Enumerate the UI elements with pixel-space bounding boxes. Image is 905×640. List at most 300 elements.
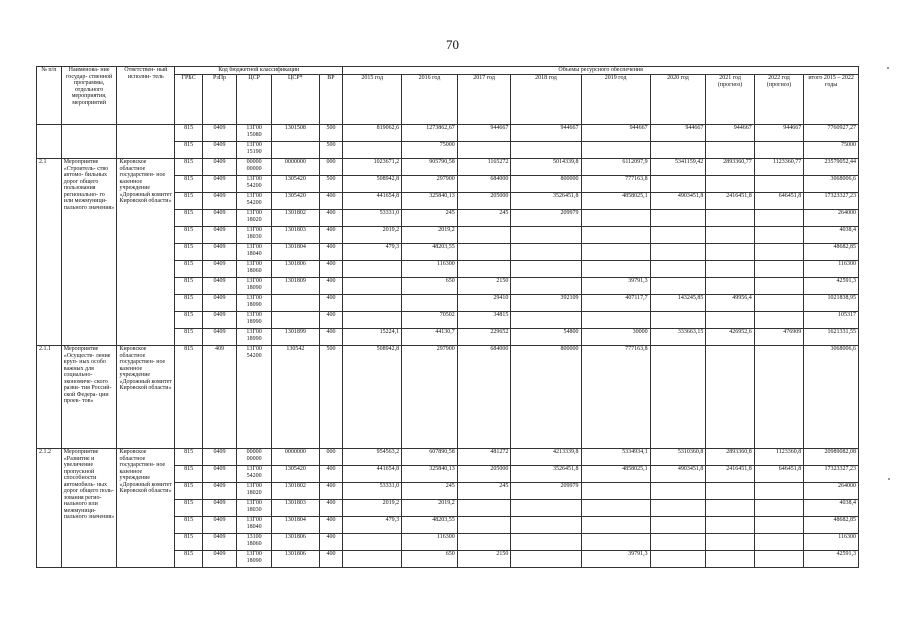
cell-y2018 [511, 517, 581, 534]
cell-total: 42591,3 [804, 551, 859, 568]
cell-grbs: 815 [175, 483, 203, 500]
cell-y2015 [343, 534, 402, 551]
cell-y2016 [402, 295, 458, 312]
cell-y2017: 2150 [457, 278, 511, 295]
table-row [37, 159, 859, 176]
cell-y2015 [343, 142, 402, 159]
cell-csr2: 0000000 [272, 159, 319, 176]
cell-y2021 [706, 551, 754, 568]
cell-y2018: 5014339,8 [511, 159, 581, 176]
cell-csr2 [272, 295, 319, 312]
cell-y2022 [754, 176, 804, 193]
cell-y2015 [343, 295, 402, 312]
cell-y2020 [650, 227, 706, 244]
cell-y2019 [581, 261, 650, 278]
cell-y2018: 392109 [511, 295, 581, 312]
cell-y2018 [511, 244, 581, 261]
cell-csr: 13Г00 18090 [237, 551, 272, 568]
cell-y2022 [754, 346, 804, 449]
cell-y2018: 3526451,8 [511, 466, 581, 483]
cell-y2016: 245 [402, 210, 458, 227]
cell-grbs: 815 [175, 278, 203, 295]
cell-csr2: 1305420 [272, 176, 319, 193]
cell-vr: 400 [319, 193, 343, 210]
header-vr: ВР [319, 75, 343, 125]
cell-y2015: 441654,8 [343, 466, 402, 483]
cell-y2018 [511, 312, 581, 329]
cell-y2019: 4858025,1 [581, 466, 650, 483]
cell-y2015: 508942,8 [343, 346, 402, 449]
cell-y2020 [650, 534, 706, 551]
header-2017: 2017 год [457, 75, 511, 125]
cell-y2019: 777163,8 [581, 346, 650, 449]
cell-y2022: 1123360,77 [754, 159, 804, 176]
header-2020: 2020 год [650, 75, 706, 125]
cell-y2017: 1165272 [457, 159, 511, 176]
cell-y2015 [343, 261, 402, 278]
cell-y2020 [650, 517, 706, 534]
cell-rzpr: 0409 [203, 295, 237, 312]
header-2021: 2021 год (прогноз) [706, 75, 754, 125]
cell-csr: 13Г00 18030 [237, 500, 272, 517]
cell-y2018: 4213339,8 [511, 449, 581, 466]
cell-y2019 [581, 534, 650, 551]
cell-y2019: 30000 [581, 329, 650, 346]
cell-y2021: 2416451,8 [706, 466, 754, 483]
cell-grbs: 815 [175, 142, 203, 159]
cell-rzpr: 0409 [203, 466, 237, 483]
cell-y2017 [457, 261, 511, 278]
cell-y2020 [650, 346, 706, 449]
cell-y2016: 297900 [402, 176, 458, 193]
cell-total: 20989082,08 [804, 449, 859, 466]
row-number: 2.1.2 [37, 449, 62, 568]
activity-name: Мероприятие «Строитель- ство автомо- бильных дорог общего пользования регионально- го или межмуници- пального значения» [61, 159, 117, 346]
cell-grbs: 815 [175, 517, 203, 534]
cell-vr: 400 [319, 210, 343, 227]
cell-total: 23579052,44 [804, 159, 859, 176]
cell-csr2: 1301803 [272, 227, 319, 244]
cell-y2017: 684000 [457, 176, 511, 193]
cell-vr: 400 [319, 466, 343, 483]
cell-total: 48682,85 [804, 517, 859, 534]
cell-rzpr: 0409 [203, 159, 237, 176]
cell-total: 264000 [804, 483, 859, 500]
table-row [37, 449, 859, 466]
cell-total: 116300 [804, 534, 859, 551]
header-csr: ЦСР [237, 75, 272, 125]
header-2022: 2022 год (прогноз) [754, 75, 804, 125]
cell-y2020 [650, 278, 706, 295]
cell-grbs: 815 [175, 346, 203, 449]
cell-total: 7760927,27 [804, 125, 859, 142]
scan-speck [887, 67, 889, 69]
cell-y2019: 39791,3 [581, 278, 650, 295]
responsible-executor [117, 125, 175, 159]
cell-y2018 [511, 261, 581, 278]
row-number: 2.1.1 [37, 346, 62, 449]
cell-y2018: 3526451,8 [511, 193, 581, 210]
cell-y2022 [754, 278, 804, 295]
scan-speck [888, 478, 890, 480]
cell-csr: 13Г00 18040 [237, 244, 272, 261]
cell-y2021 [706, 278, 754, 295]
cell-csr: 13Г00 18030 [237, 227, 272, 244]
cell-y2018: 944667 [511, 125, 581, 142]
cell-csr: 13Г00 54200 [237, 176, 272, 193]
cell-y2022 [754, 500, 804, 517]
cell-y2015 [343, 278, 402, 295]
cell-y2018: 800000 [511, 176, 581, 193]
cell-y2020 [650, 142, 706, 159]
cell-y2018 [511, 551, 581, 568]
cell-vr: 400 [319, 278, 343, 295]
cell-rzpr: 0409 [203, 210, 237, 227]
cell-y2021: 2893360,8 [706, 449, 754, 466]
cell-y2017 [457, 227, 511, 244]
table-row [37, 346, 859, 449]
cell-csr2: 1301802 [272, 210, 319, 227]
cell-total: 1021838,95 [804, 295, 859, 312]
cell-y2016: 650 [402, 278, 458, 295]
cell-total: 105317 [804, 312, 859, 329]
cell-y2016: 48203,55 [402, 517, 458, 534]
cell-y2020 [650, 244, 706, 261]
cell-csr2: 1301804 [272, 244, 319, 261]
cell-y2021 [706, 261, 754, 278]
cell-y2019 [581, 312, 650, 329]
cell-vr: 400 [319, 244, 343, 261]
cell-y2019 [581, 483, 650, 500]
cell-csr: 13Г00 18990 [237, 329, 272, 346]
cell-csr: 13Г00 18020 [237, 483, 272, 500]
cell-y2015: 53331,0 [343, 210, 402, 227]
cell-vr: 400 [319, 261, 343, 278]
responsible-executor: Кировское областное государствен- ное казенное учреждение «Дорожный комитет Кировской области» [117, 159, 175, 346]
cell-y2016: 245 [402, 483, 458, 500]
cell-y2022 [754, 551, 804, 568]
cell-csr2: 1305420 [272, 193, 319, 210]
cell-y2022 [754, 534, 804, 551]
cell-y2020 [650, 261, 706, 278]
cell-csr2: 1301508 [272, 125, 319, 142]
cell-y2020: 143245,85 [650, 295, 706, 312]
cell-csr: 00000 00000 [237, 449, 272, 466]
cell-rzpr: 0409 [203, 534, 237, 551]
cell-y2018 [511, 227, 581, 244]
cell-grbs: 815 [175, 295, 203, 312]
cell-grbs: 815 [175, 227, 203, 244]
cell-grbs: 815 [175, 329, 203, 346]
cell-y2022 [754, 517, 804, 534]
cell-y2020: 333663,15 [650, 329, 706, 346]
cell-y2021: 49956,4 [706, 295, 754, 312]
cell-y2021 [706, 244, 754, 261]
cell-y2020 [650, 483, 706, 500]
resource-table [36, 66, 859, 568]
table-row [37, 125, 859, 142]
cell-y2020 [650, 210, 706, 227]
header-csr-star: ЦСР* [272, 75, 319, 125]
cell-y2019: 407117,7 [581, 295, 650, 312]
responsible-executor: Кировское областное государствен- ное казенное учреждение «Дорожный комитет Кировской области» [117, 449, 175, 568]
cell-y2017 [457, 534, 511, 551]
cell-y2020 [650, 176, 706, 193]
cell-y2017 [457, 500, 511, 517]
cell-y2016: 2019,2 [402, 500, 458, 517]
page-number: 70 [446, 37, 459, 52]
cell-grbs: 815 [175, 159, 203, 176]
cell-y2016: 48203,55 [402, 244, 458, 261]
cell-y2017: 229652 [457, 329, 511, 346]
cell-csr2: 130542 [272, 346, 319, 449]
cell-y2016: 44130,7 [402, 329, 458, 346]
header-row-1 [37, 67, 859, 75]
cell-csr: 13Г00 18090 [237, 278, 272, 295]
cell-rzpr: 409 [203, 346, 237, 449]
cell-rzpr: 0409 [203, 244, 237, 261]
cell-y2016: 75000 [402, 142, 458, 159]
cell-rzpr: 0409 [203, 312, 237, 329]
cell-y2017 [457, 244, 511, 261]
cell-y2020 [650, 312, 706, 329]
cell-y2021: 426952,6 [706, 329, 754, 346]
cell-y2022: 476909 [754, 329, 804, 346]
row-number: 2.1 [37, 159, 62, 346]
cell-y2017 [457, 517, 511, 534]
cell-grbs: 815 [175, 244, 203, 261]
cell-csr: 13Г00 54200 [237, 193, 272, 210]
cell-y2015: 2019,2 [343, 500, 402, 517]
cell-y2018: 54800 [511, 329, 581, 346]
cell-csr2 [272, 312, 319, 329]
cell-total: 264000 [804, 210, 859, 227]
cell-y2015: 954563,2 [343, 449, 402, 466]
cell-y2018 [511, 142, 581, 159]
cell-y2015: 508942,8 [343, 176, 402, 193]
cell-grbs: 815 [175, 551, 203, 568]
header-resources: Объемы ресурсного обеспечения [343, 67, 859, 75]
cell-y2021 [706, 483, 754, 500]
cell-y2016: 325840,13 [402, 466, 458, 483]
cell-y2017: 481272 [457, 449, 511, 466]
cell-y2019 [581, 500, 650, 517]
cell-vr: 400 [319, 517, 343, 534]
cell-y2022 [754, 261, 804, 278]
cell-y2021 [706, 142, 754, 159]
cell-vr: 400 [319, 500, 343, 517]
cell-y2018: 209979 [511, 483, 581, 500]
header-no: № п/п [37, 67, 62, 125]
cell-vr: 500 [319, 142, 343, 159]
cell-y2018 [511, 278, 581, 295]
cell-y2021 [706, 312, 754, 329]
cell-total: 48682,85 [804, 244, 859, 261]
header-2015: 2015 год [343, 75, 402, 125]
cell-y2017: 205000 [457, 466, 511, 483]
cell-csr: 13Г00 18090 [237, 295, 272, 312]
activity-name: Мероприятие «Осуществ- ление круп- ных особо важных для социально- экономиче- ского разви- тия Россий- ской Федера- ции проек- тов» [61, 346, 117, 449]
cell-grbs: 815 [175, 210, 203, 227]
cell-y2017: 29410 [457, 295, 511, 312]
cell-vr: 000 [319, 159, 343, 176]
cell-y2016: 1273862,67 [402, 125, 458, 142]
cell-grbs: 815 [175, 500, 203, 517]
cell-vr: 400 [319, 483, 343, 500]
cell-y2021 [706, 500, 754, 517]
cell-y2021: 2416451,8 [706, 193, 754, 210]
cell-csr2: 1305420 [272, 466, 319, 483]
cell-csr: 13Г00 15080 [237, 125, 272, 142]
cell-y2020: 4903451,8 [650, 466, 706, 483]
cell-grbs: 815 [175, 193, 203, 210]
cell-total: 3068006,6 [804, 176, 859, 193]
cell-csr2: 1301806 [272, 551, 319, 568]
cell-rzpr: 0409 [203, 278, 237, 295]
cell-grbs: 815 [175, 125, 203, 142]
header-responsible: Ответствен- ный исполни- тель [117, 67, 175, 125]
cell-y2020: 4903451,8 [650, 193, 706, 210]
cell-y2021: 944667 [706, 125, 754, 142]
cell-csr2: 1301809 [272, 278, 319, 295]
cell-y2022 [754, 312, 804, 329]
cell-y2022: 1123360,8 [754, 449, 804, 466]
cell-total: 17323327,23 [804, 466, 859, 483]
cell-csr: 00000 00000 [237, 159, 272, 176]
cell-y2019 [581, 227, 650, 244]
cell-total: 116300 [804, 261, 859, 278]
cell-y2015: 479,3 [343, 517, 402, 534]
cell-y2019: 6112097,9 [581, 159, 650, 176]
cell-rzpr: 0409 [203, 227, 237, 244]
cell-vr: 400 [319, 551, 343, 568]
cell-y2017: 245 [457, 483, 511, 500]
cell-vr: 400 [319, 329, 343, 346]
cell-y2017 [457, 142, 511, 159]
cell-y2016: 116300 [402, 534, 458, 551]
cell-rzpr: 0409 [203, 142, 237, 159]
cell-rzpr: 0409 [203, 500, 237, 517]
cell-vr: 400 [319, 227, 343, 244]
cell-csr: 13Г00 18040 [237, 517, 272, 534]
cell-vr: 000 [319, 449, 343, 466]
cell-y2022 [754, 210, 804, 227]
cell-total: 17323327,23 [804, 193, 859, 210]
cell-total: 3068006,6 [804, 346, 859, 449]
cell-y2021 [706, 517, 754, 534]
cell-vr: 500 [319, 176, 343, 193]
activity-name: Мероприятие «Развитие и увеличение пропускной способности автомобиль- ных дорог общего поль- зования регио- нального или межмуници- пального значения» [61, 449, 117, 568]
cell-y2020: 944667 [650, 125, 706, 142]
cell-csr: 13Г00 18020 [237, 210, 272, 227]
cell-y2019: 39791,3 [581, 551, 650, 568]
cell-rzpr: 0409 [203, 261, 237, 278]
cell-rzpr: 0409 [203, 125, 237, 142]
cell-y2016: 905790,58 [402, 159, 458, 176]
cell-y2019: 4858025,1 [581, 193, 650, 210]
cell-grbs: 815 [175, 534, 203, 551]
cell-csr: 13Г00 18990 [237, 312, 272, 329]
cell-y2018: 800000 [511, 346, 581, 449]
cell-y2019: 5334934,1 [581, 449, 650, 466]
cell-y2017: 245 [457, 210, 511, 227]
cell-y2016: 607890,58 [402, 449, 458, 466]
cell-csr2: 1301804 [272, 517, 319, 534]
cell-csr2: 1301806 [272, 534, 319, 551]
cell-y2015: 1023671,2 [343, 159, 402, 176]
cell-rzpr: 0409 [203, 449, 237, 466]
cell-vr: 400 [319, 295, 343, 312]
cell-y2020: 5310360,8 [650, 449, 706, 466]
cell-y2015: 2019,2 [343, 227, 402, 244]
cell-y2018 [511, 534, 581, 551]
cell-y2020 [650, 551, 706, 568]
cell-rzpr: 0409 [203, 483, 237, 500]
cell-y2021 [706, 176, 754, 193]
cell-total: 75000 [804, 142, 859, 159]
cell-grbs: 815 [175, 312, 203, 329]
cell-y2015: 819062,6 [343, 125, 402, 142]
cell-rzpr: 0409 [203, 193, 237, 210]
cell-csr: 13Г00 15190 [237, 142, 272, 159]
cell-csr2: 1301802 [272, 483, 319, 500]
cell-vr: 500 [319, 346, 343, 449]
cell-csr: 13100 18060 [237, 534, 272, 551]
cell-y2017: 205000 [457, 193, 511, 210]
cell-csr2 [272, 142, 319, 159]
cell-y2015: 441654,8 [343, 193, 402, 210]
cell-y2018: 209979 [511, 210, 581, 227]
header-rzpr: РзПр [203, 75, 237, 125]
cell-csr: 13Г00 54200 [237, 466, 272, 483]
cell-y2022: 646451,8 [754, 466, 804, 483]
cell-y2019 [581, 210, 650, 227]
cell-rzpr: 0409 [203, 517, 237, 534]
cell-y2021 [706, 346, 754, 449]
cell-y2016: 325840,13 [402, 193, 458, 210]
cell-y2020 [650, 500, 706, 517]
cell-y2015: 479,3 [343, 244, 402, 261]
cell-csr2: 1301899 [272, 329, 319, 346]
cell-total: 4038,4 [804, 227, 859, 244]
cell-csr: 13Г00 54200 [237, 346, 272, 449]
cell-y2022 [754, 295, 804, 312]
header-total: итого 2015 – 2022 годы [804, 75, 859, 125]
cell-csr: 13Г00 18060 [237, 261, 272, 278]
cell-y2022: 944667 [754, 125, 804, 142]
cell-y2021 [706, 227, 754, 244]
cell-y2017: 684000 [457, 346, 511, 449]
header-2016: 2016 год [402, 75, 458, 125]
responsible-executor: Кировское областное государствен- ное казенное учреждение «Дорожный комитет Кировской области» [117, 346, 175, 449]
cell-y2021: 2893360,77 [706, 159, 754, 176]
cell-y2022 [754, 483, 804, 500]
cell-y2015 [343, 312, 402, 329]
cell-grbs: 815 [175, 466, 203, 483]
cell-y2016: 2019,2 [402, 227, 458, 244]
cell-rzpr: 0409 [203, 551, 237, 568]
cell-vr: 400 [319, 534, 343, 551]
cell-y2017: 34815 [457, 312, 511, 329]
cell-y2022 [754, 244, 804, 261]
cell-y2022 [754, 142, 804, 159]
cell-grbs: 815 [175, 176, 203, 193]
cell-rzpr: 0409 [203, 329, 237, 346]
cell-y2016: 650 [402, 551, 458, 568]
cell-y2019 [581, 244, 650, 261]
cell-y2019: 777163,8 [581, 176, 650, 193]
cell-vr: 500 [319, 125, 343, 142]
